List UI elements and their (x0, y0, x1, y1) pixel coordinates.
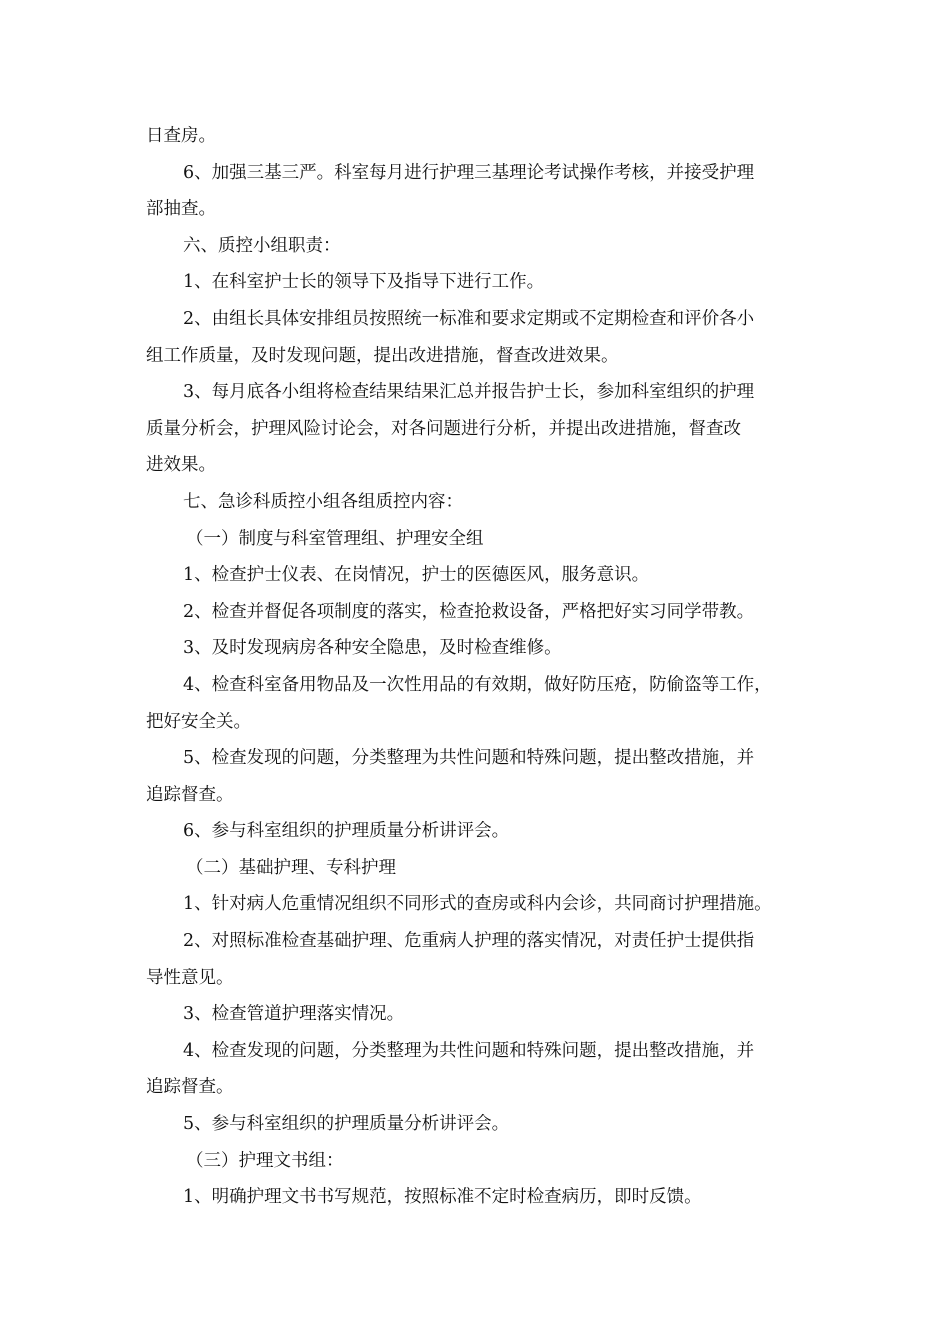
list-item-line: 3、及时发现病房各种安全隐患，及时检查维修。 (183, 638, 562, 659)
paragraph-line: 把好安全关。 (146, 711, 251, 732)
paragraph-line: 日查房。 (146, 126, 216, 146)
list-item-line: 5、检查发现的问题，分类整理为共性问题和特殊问题，提出整改措施，并 (183, 748, 755, 769)
paragraph-line: 进效果。 (146, 455, 216, 476)
paragraph-line: 追踪督查。 (146, 1077, 234, 1098)
list-item-line: 1、检查护士仪表、在岗情况，护士的医德医风，服务意识。 (183, 565, 650, 586)
paragraph-line: 质量分析会，护理风险讨论会，对各问题进行分析，并提出改进措施，督查改 (146, 418, 741, 439)
subsection-heading: （二）基础护理、专科护理 (186, 857, 396, 878)
list-item-line: 2、由组长具体安排组员按照统一标准和要求定期或不定期检查和评价各小 (183, 308, 755, 329)
list-item-line: 2、对照标准检查基础护理、危重病人护理的落实情况，对责任护士提供指 (183, 931, 755, 952)
list-item-line: 1、明确护理文书书写规范，按照标准不定时检查病历，即时反馈。 (183, 1187, 702, 1208)
subsection-heading: （三）护理文书组： (186, 1150, 344, 1171)
list-item-line: 4、检查发现的问题，分类整理为共性问题和特殊问题，提出整改措施，并 (183, 1040, 755, 1061)
paragraph-line: 组工作质量，及时发现问题，提出改进措施，督查改进效果。 (146, 345, 619, 366)
section-heading: 七、急诊科质控小组各组质控内容： (183, 491, 463, 512)
subsection-heading: （一）制度与科室管理组、护理安全组 (186, 528, 484, 549)
list-item-line: 6、参与科室组织的护理质量分析讲评会。 (183, 821, 510, 842)
list-item-line: 3、检查管道护理落实情况。 (183, 1004, 405, 1025)
list-item-line: 1、针对病人危重情况组织不同形式的查房或科内会诊，共同商讨护理措施。 (183, 894, 772, 915)
list-item-line: 1、在科室护士长的领导下及指导下进行工作。 (183, 272, 545, 293)
list-item-line: 5、参与科室组织的护理质量分析讲评会。 (183, 1114, 510, 1135)
paragraph-line: 部抽查。 (146, 199, 216, 220)
list-item-line: 3、每月底各小组将检查结果结果汇总并报告护士长，参加科室组织的护理 (183, 382, 755, 403)
list-item-line: 4、检查科室备用物品及一次性用品的有效期，做好防压疮，防偷盗等工作， (183, 674, 772, 695)
list-item-line: 6、加强三基三严。科室每月进行护理三基理论考试操作考核，并接受护理 (183, 162, 755, 183)
document-body (146, 118, 810, 1216)
section-heading: 六、质控小组职责： (183, 235, 341, 256)
paragraph-line: 追踪督查。 (146, 784, 234, 805)
paragraph-line: 导性意见。 (146, 967, 234, 988)
list-item-line: 2、检查并督促各项制度的落实，检查抢救设备，严格把好实习同学带教。 (183, 601, 755, 622)
